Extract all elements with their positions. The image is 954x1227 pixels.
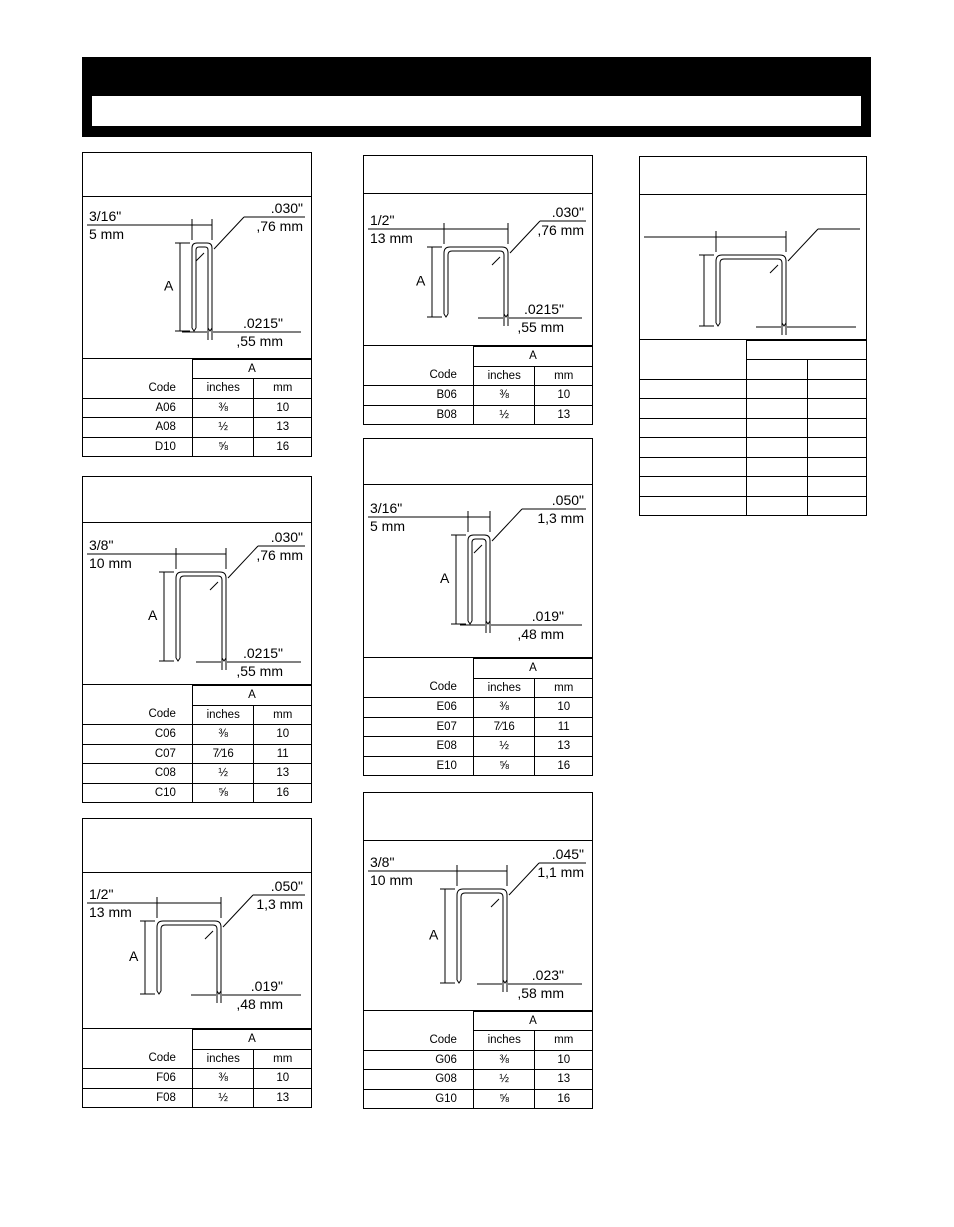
cell-code: A06 [83,398,192,418]
cell-mm: 10 [254,398,311,418]
table-group-header: A [192,686,311,706]
table-row [640,379,866,399]
dim-a-label: A [429,926,439,943]
table-row [364,698,592,718]
table-header-mm: mm [254,1049,311,1069]
cell-inches: ⅝ [192,437,254,456]
cell-code: E06 [364,698,473,718]
thick-mm-label: ,48 mm [517,626,564,642]
table-header-code: Code [83,1049,192,1069]
table-row [83,744,311,764]
table-header-blank [640,340,746,360]
cell-inches: ⅜ [473,1050,535,1070]
cell-code: C06 [83,725,192,745]
table-header-inches: inches [473,366,535,386]
cell-inches [746,399,807,419]
staple-card-e [363,438,593,776]
cell-code: B08 [364,405,473,424]
wire-mm-label: 1,1 mm [537,864,584,880]
table-row [364,1050,592,1070]
cell-code: B06 [364,386,473,406]
cell-mm [807,418,866,438]
width-mm-label: 13 mm [89,904,132,920]
size-table [83,1028,311,1107]
width-mm-label: 13 mm [370,230,413,246]
cell-mm: 10 [254,1069,311,1089]
size-table [83,358,311,457]
cell-mm [807,399,866,419]
cell-code: G08 [364,1070,473,1090]
width-in-label: 1/2" [370,212,395,228]
table-header-code: Code [364,366,473,386]
table-header-inches: inches [192,1049,254,1069]
table-header-mm: mm [535,1031,592,1051]
cell-inches: ⅝ [473,756,535,775]
thick-in-label: .019" [531,608,564,624]
size-table [364,1010,592,1109]
thick-in-label: .0215" [242,315,283,331]
table-header-blank [364,347,473,367]
wire-mm-label: ,76 mm [256,547,303,563]
table-row [640,399,866,419]
cell-code [640,457,746,477]
size-table [364,657,592,775]
table-header-inches: inches [473,1031,535,1051]
thick-in-label: .023" [531,967,564,983]
cell-code [640,399,746,419]
table-header-mm: mm [254,705,311,725]
cell-inches: ⅜ [192,725,254,745]
cell-code: E10 [364,756,473,775]
cell-inches: ½ [192,418,254,438]
table-row [640,496,866,515]
cell-inches: ⅝ [192,783,254,802]
cell-inches: ½ [473,405,535,424]
cell-mm: 16 [254,437,311,456]
width-in-label: 1/2" [89,886,114,902]
header-banner [82,57,871,137]
table-row [83,764,311,784]
thick-mm-label: ,55 mm [236,333,283,349]
staple-card-g [363,792,593,1109]
table-group-header: A [473,1011,592,1031]
dim-a-label: A [148,607,158,623]
staple-shape [716,255,786,326]
cell-code: A08 [83,418,192,438]
table-header-mm: mm [254,379,311,399]
cell-code: E08 [364,737,473,757]
width-mm-label: 5 mm [89,226,124,242]
cell-mm [807,496,866,515]
table-row [640,418,866,438]
dimension-lines [644,229,860,335]
cell-inches: ⅝ [473,1089,535,1108]
table-row [364,1089,592,1108]
wire-mm-label: ,76 mm [537,222,584,238]
table-group-header: A [473,659,592,679]
cell-code: F08 [83,1088,192,1107]
table-row [83,725,311,745]
cell-inches: 7⁄16 [192,744,254,764]
cell-inches [746,438,807,458]
cell-mm: 13 [535,737,592,757]
table-row [364,1070,592,1090]
table-header-mm [807,360,866,380]
table-header-code [640,360,746,380]
table-row [364,756,592,775]
cell-inches: ⅜ [192,398,254,418]
cell-code [640,379,746,399]
width-in-label: 3/8" [370,854,395,870]
cell-inches: ½ [192,764,254,784]
cell-mm: 13 [254,764,311,784]
cell-mm [807,379,866,399]
header-subtitle-box [92,96,861,126]
cell-inches: 7⁄16 [473,717,535,737]
dim-a-label: A [129,948,139,964]
cell-code [640,418,746,438]
table-group-header [746,340,866,360]
cell-code: C08 [83,764,192,784]
cell-mm [807,477,866,497]
staple-card-blank [639,156,867,516]
width-in-label: 3/16" [89,208,122,224]
cell-code: G10 [364,1089,473,1108]
cell-code: F06 [83,1069,192,1089]
table-row [364,405,592,424]
table-row [83,398,311,418]
table-row [364,737,592,757]
cell-inches: ⅜ [192,1069,254,1089]
thick-mm-label: ,58 mm [517,985,564,1001]
table-header-code: Code [364,1031,473,1051]
width-mm-label: 10 mm [89,555,132,571]
cell-inches: ½ [473,737,535,757]
cell-mm: 16 [535,756,592,775]
wire-in-label: .030" [270,529,303,545]
cell-mm: 11 [535,717,592,737]
wire-in-label: .030" [270,200,303,216]
table-row [83,437,311,456]
dim-a-label: A [416,272,426,289]
width-mm-label: 10 mm [370,872,413,888]
table-group-header: A [473,347,592,367]
cell-inches: ½ [192,1088,254,1107]
table-row [364,717,592,737]
cell-mm [807,438,866,458]
width-in-label: 3/16" [370,500,403,516]
thick-in-label: .019" [250,978,283,994]
wire-in-label: .030" [551,204,584,220]
thick-mm-label: ,48 mm [236,996,283,1012]
cell-code [640,496,746,515]
staple-card-a [82,152,312,457]
cell-inches [746,457,807,477]
table-row [640,438,866,458]
wire-mm-label: ,76 mm [256,218,303,234]
cell-mm: 10 [535,386,592,406]
cell-mm: 10 [535,698,592,718]
cell-mm [807,457,866,477]
wire-in-label: .045" [551,846,584,862]
cell-code: D10 [83,437,192,456]
wire-in-label: .050" [551,492,584,508]
cell-code [640,438,746,458]
cell-mm: 13 [254,1088,311,1107]
thick-mm-label: ,55 mm [517,319,564,335]
size-table [640,339,866,516]
staple-shape [176,572,226,661]
dim-a-label: A [440,570,450,586]
cell-inches: ⅜ [473,698,535,718]
cell-mm: 16 [254,783,311,802]
wire-mm-label: 1,3 mm [537,510,584,526]
size-table [364,345,592,424]
staple-card-f [82,818,312,1108]
table-row [83,418,311,438]
cell-inches: ½ [473,1070,535,1090]
table-header-inches: inches [473,678,535,698]
table-header-blank [364,1011,473,1031]
cell-code: C10 [83,783,192,802]
wire-mm-label: 1,3 mm [256,896,303,912]
cell-inches: ⅜ [473,386,535,406]
table-row [364,386,592,406]
thick-in-label: .0215" [242,645,283,661]
cell-mm: 16 [535,1089,592,1108]
staple-shape [457,889,507,983]
cell-inches [746,477,807,497]
cell-code: C07 [83,744,192,764]
table-header-blank [364,659,473,679]
table-header-mm: mm [535,678,592,698]
staple-card-c [82,476,312,803]
table-row [640,477,866,497]
cell-code: G06 [364,1050,473,1070]
table-header-blank [83,686,192,706]
table-row [83,1088,311,1107]
thick-in-label: .0215" [523,301,564,317]
table-group-header: A [192,359,311,379]
cell-mm: 13 [535,1070,592,1090]
cell-mm: 13 [254,418,311,438]
width-mm-label: 5 mm [370,518,405,534]
cell-inches [746,379,807,399]
cell-code [640,477,746,497]
dim-a-label: A [164,277,174,294]
cell-mm: 10 [535,1050,592,1070]
table-header-code: Code [83,705,192,725]
cell-mm: 10 [254,725,311,745]
size-table [83,684,311,802]
width-in-label: 3/8" [89,537,114,553]
table-header-blank [83,1030,192,1050]
table-header-code: Code [83,379,192,399]
table-header-code: Code [364,678,473,698]
cell-mm: 11 [254,744,311,764]
table-row [640,457,866,477]
table-header-inches: inches [192,705,254,725]
cell-inches [746,496,807,515]
cell-mm: 13 [535,405,592,424]
table-header-blank [83,359,192,379]
table-header-inches [746,360,807,380]
table-row [83,1069,311,1089]
table-header-inches: inches [192,379,254,399]
wire-in-label: .050" [270,878,303,894]
cell-inches [746,418,807,438]
staple-shape [192,243,212,331]
table-header-mm: mm [535,366,592,386]
staple-card-b [363,155,593,425]
thick-mm-label: ,55 mm [236,663,283,679]
cell-code: E07 [364,717,473,737]
table-row [83,783,311,802]
staple-shape [444,247,508,317]
table-group-header: A [192,1030,311,1050]
